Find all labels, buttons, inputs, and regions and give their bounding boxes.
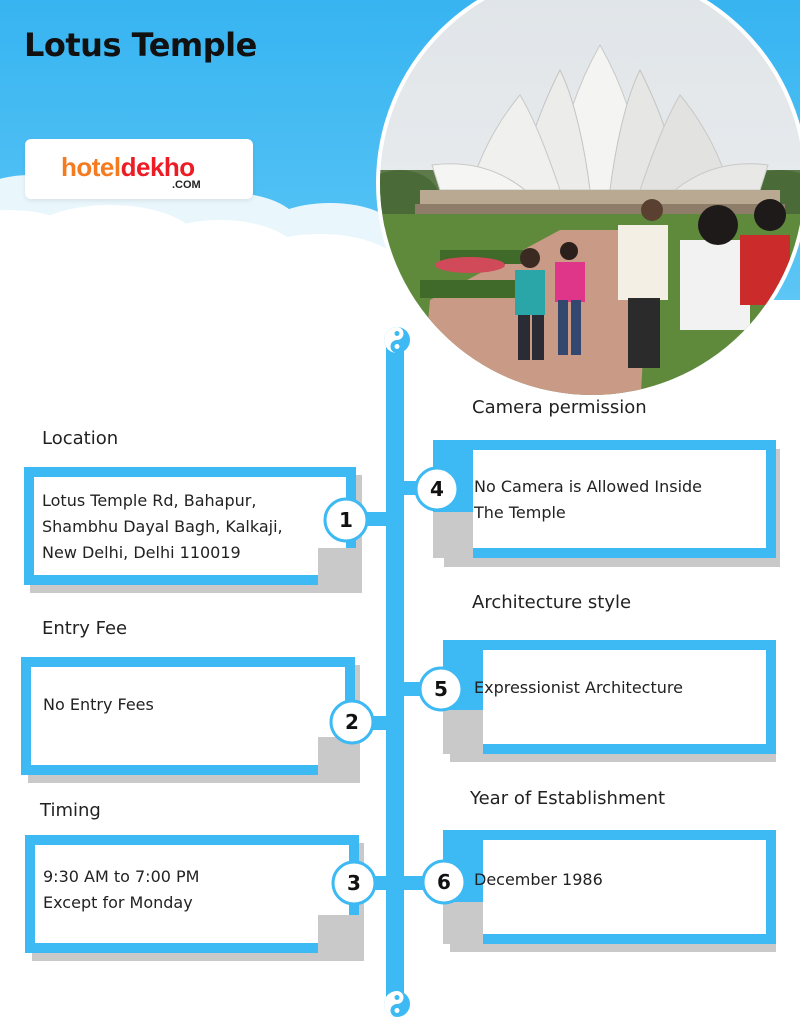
card-frame-5 [443, 640, 776, 762]
heading-architecture-style: Architecture style [472, 592, 632, 613]
card-architecture-style [474, 675, 764, 701]
timing-line-1: 9:30 AM to 7:00 PM [43, 867, 200, 886]
year-line-1: December 1986 [474, 870, 603, 889]
temple-photo [360, 0, 800, 414]
number-2: 2 [345, 710, 359, 734]
heading-camera-permission: Camera permission [472, 397, 647, 418]
spine-bottom-knob [384, 991, 410, 1017]
card-location [42, 488, 342, 566]
heading-entry-fee: Entry Fee [42, 618, 128, 639]
number-4: 4 [430, 477, 444, 501]
logo-hotel-text: hotel [61, 152, 121, 182]
number-badge-6 [423, 861, 465, 903]
number-badge-5 [420, 668, 462, 710]
number-3: 3 [347, 871, 361, 895]
camera-line-1: No Camera is Allowed Inside [474, 477, 703, 496]
timeline [358, 327, 428, 1017]
heading-timing: Timing [40, 800, 101, 821]
card-frame-2 [21, 657, 360, 783]
spine-top-knob [384, 327, 410, 353]
heading-year-of-establishment: Year of Establishment [470, 788, 666, 809]
number-badge-3 [333, 862, 375, 904]
location-line-1: Lotus Temple Rd, Bahapur, [42, 491, 257, 510]
logo-com-text: .COM [172, 179, 201, 191]
camera-line-2: The Temple [474, 503, 566, 522]
heading-location: Location [42, 428, 119, 449]
number-1: 1 [339, 508, 353, 532]
timing-line-2: Except for Monday [43, 893, 193, 912]
logo-dekho-text: dekho [120, 152, 195, 182]
number-badge-4 [416, 468, 458, 510]
page-title: Lotus Temple [24, 26, 257, 64]
number-6: 6 [437, 870, 451, 894]
card-entry-fee [43, 692, 323, 718]
location-line-3: New Delhi, Delhi 110019 [42, 543, 241, 562]
number-badge-2 [331, 701, 373, 743]
card-year-of-establishment [474, 867, 764, 893]
location-line-2: Shambhu Dayal Bagh, Kalkaji, [42, 517, 283, 536]
timeline-spine [386, 345, 404, 1005]
hoteldekho-logo [25, 139, 253, 199]
architecture-line-1: Expressionist Architecture [474, 678, 683, 697]
card-timing [43, 864, 323, 916]
entry-fee-line-1: No Entry Fees [43, 695, 154, 714]
card-camera-permission [474, 474, 764, 526]
number-5: 5 [434, 677, 448, 701]
